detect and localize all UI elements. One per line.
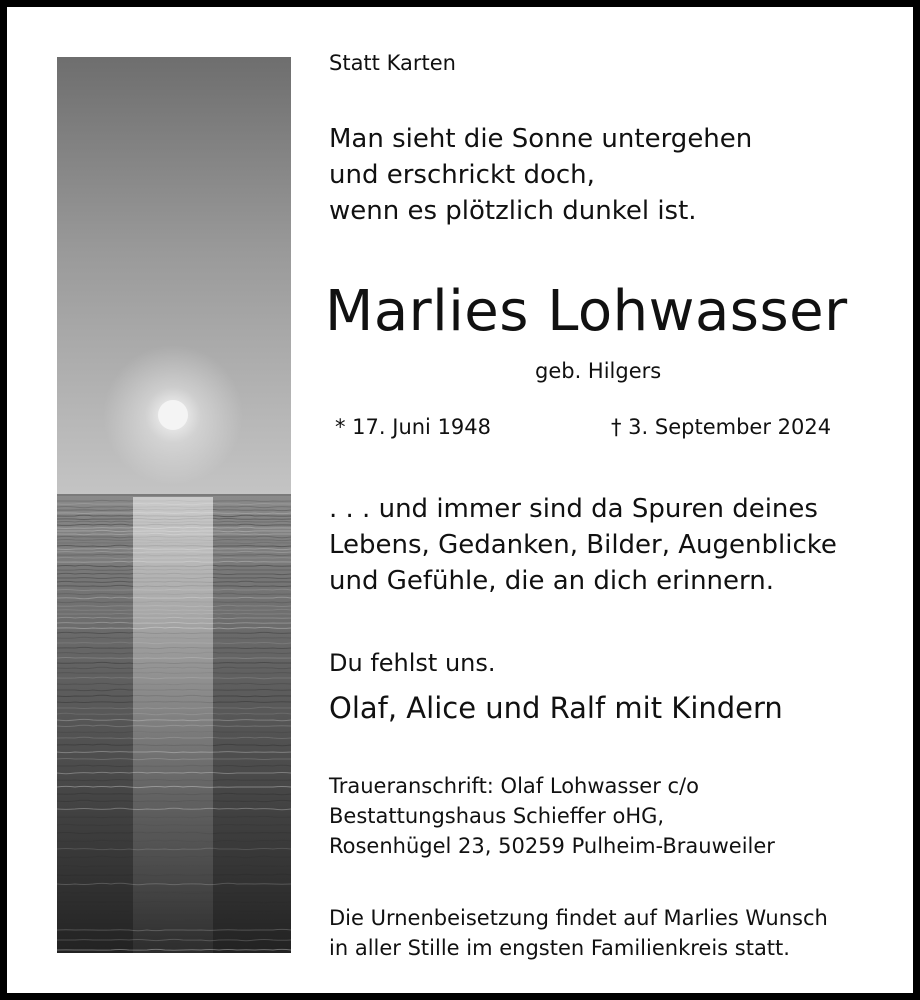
address-line: Traueranschrift: Olaf Lohwasser c/o: [329, 774, 699, 798]
poem-line: Man sieht die Sonne untergehen: [329, 124, 753, 154]
notice-line: Die Urnenbeisetzung findet auf Marlies Wunsch: [329, 906, 828, 930]
burial-notice: [329, 903, 828, 963]
mourners: Olaf, Alice und Ralf mit Kindern: [329, 691, 783, 725]
quote-line: und Gefühle, die an dich erinnern.: [329, 566, 774, 596]
mourning-address: [329, 771, 775, 861]
death-date: † 3. September 2024: [611, 415, 832, 439]
poem: [329, 121, 752, 229]
poem-line: und erschrickt doch,: [329, 160, 595, 190]
poem-line: wenn es plötzlich dunkel ist.: [329, 196, 697, 226]
sun-reflection: [133, 497, 213, 953]
sunset-over-sea-photo: [57, 57, 291, 953]
sun: [158, 400, 188, 430]
birth-name: geb. Hilgers: [535, 359, 662, 383]
address-line: Rosenhügel 23, 50259 Pulheim-Brauweiler: [329, 834, 775, 858]
birth-date: * 17. Juni 1948: [335, 415, 492, 439]
deceased-name: Marlies Lohwasser: [325, 279, 848, 344]
statt-karten-label: Statt Karten: [329, 51, 456, 75]
address-line: Bestattungshaus Schieffer oHG,: [329, 804, 665, 828]
memorial-quote: [329, 491, 837, 599]
notice-line: in aller Stille im engsten Familienkreis statt.: [329, 936, 790, 960]
horizon: [57, 494, 291, 496]
farewell-line: Du fehlst uns.: [329, 649, 496, 677]
quote-line: . . . und immer sind da Spuren deines: [329, 494, 818, 524]
quote-line: Lebens, Gedanken, Bilder, Augenblicke: [329, 530, 837, 560]
